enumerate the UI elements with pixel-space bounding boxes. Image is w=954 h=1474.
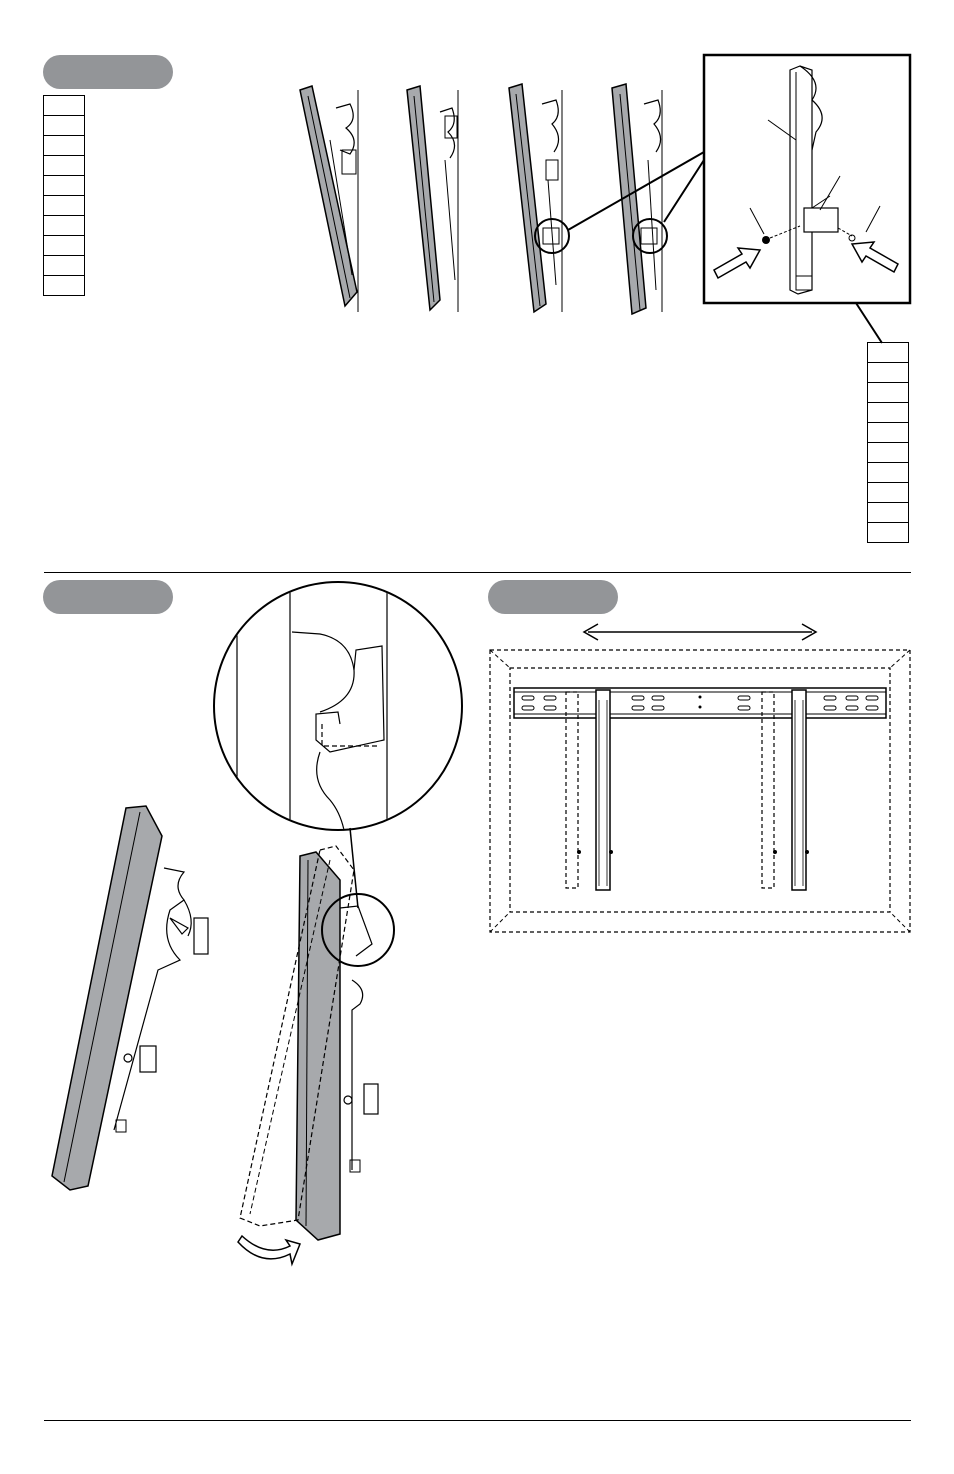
arrow-icon (170, 918, 188, 934)
vertical-arm (596, 690, 610, 890)
side-view-1 (300, 86, 358, 312)
tv-side-icon (52, 806, 162, 1190)
tv-hanging-right (238, 846, 394, 1264)
tv-side-icon (612, 84, 646, 314)
magnified-callout (214, 580, 462, 908)
wall-bracket-icon (194, 918, 208, 954)
side-view-3 (509, 84, 569, 312)
callout-circle-icon (214, 582, 462, 830)
screw-icon (762, 236, 770, 244)
wall-bracket-icon (542, 100, 559, 152)
tv-tilted-left (52, 806, 208, 1190)
tv-side-icon (296, 852, 340, 1240)
screw-icon (124, 1054, 132, 1062)
vertical-arm (792, 690, 806, 890)
wall-bracket-icon (336, 104, 354, 154)
side-view-2 (407, 86, 458, 312)
clip-bracket-icon (804, 208, 838, 232)
bracket-front-view (490, 624, 910, 932)
wall-bracket-icon (644, 100, 661, 152)
detail-inset (704, 55, 910, 303)
arrow-icon (238, 1236, 300, 1264)
screw-icon (344, 1096, 352, 1104)
